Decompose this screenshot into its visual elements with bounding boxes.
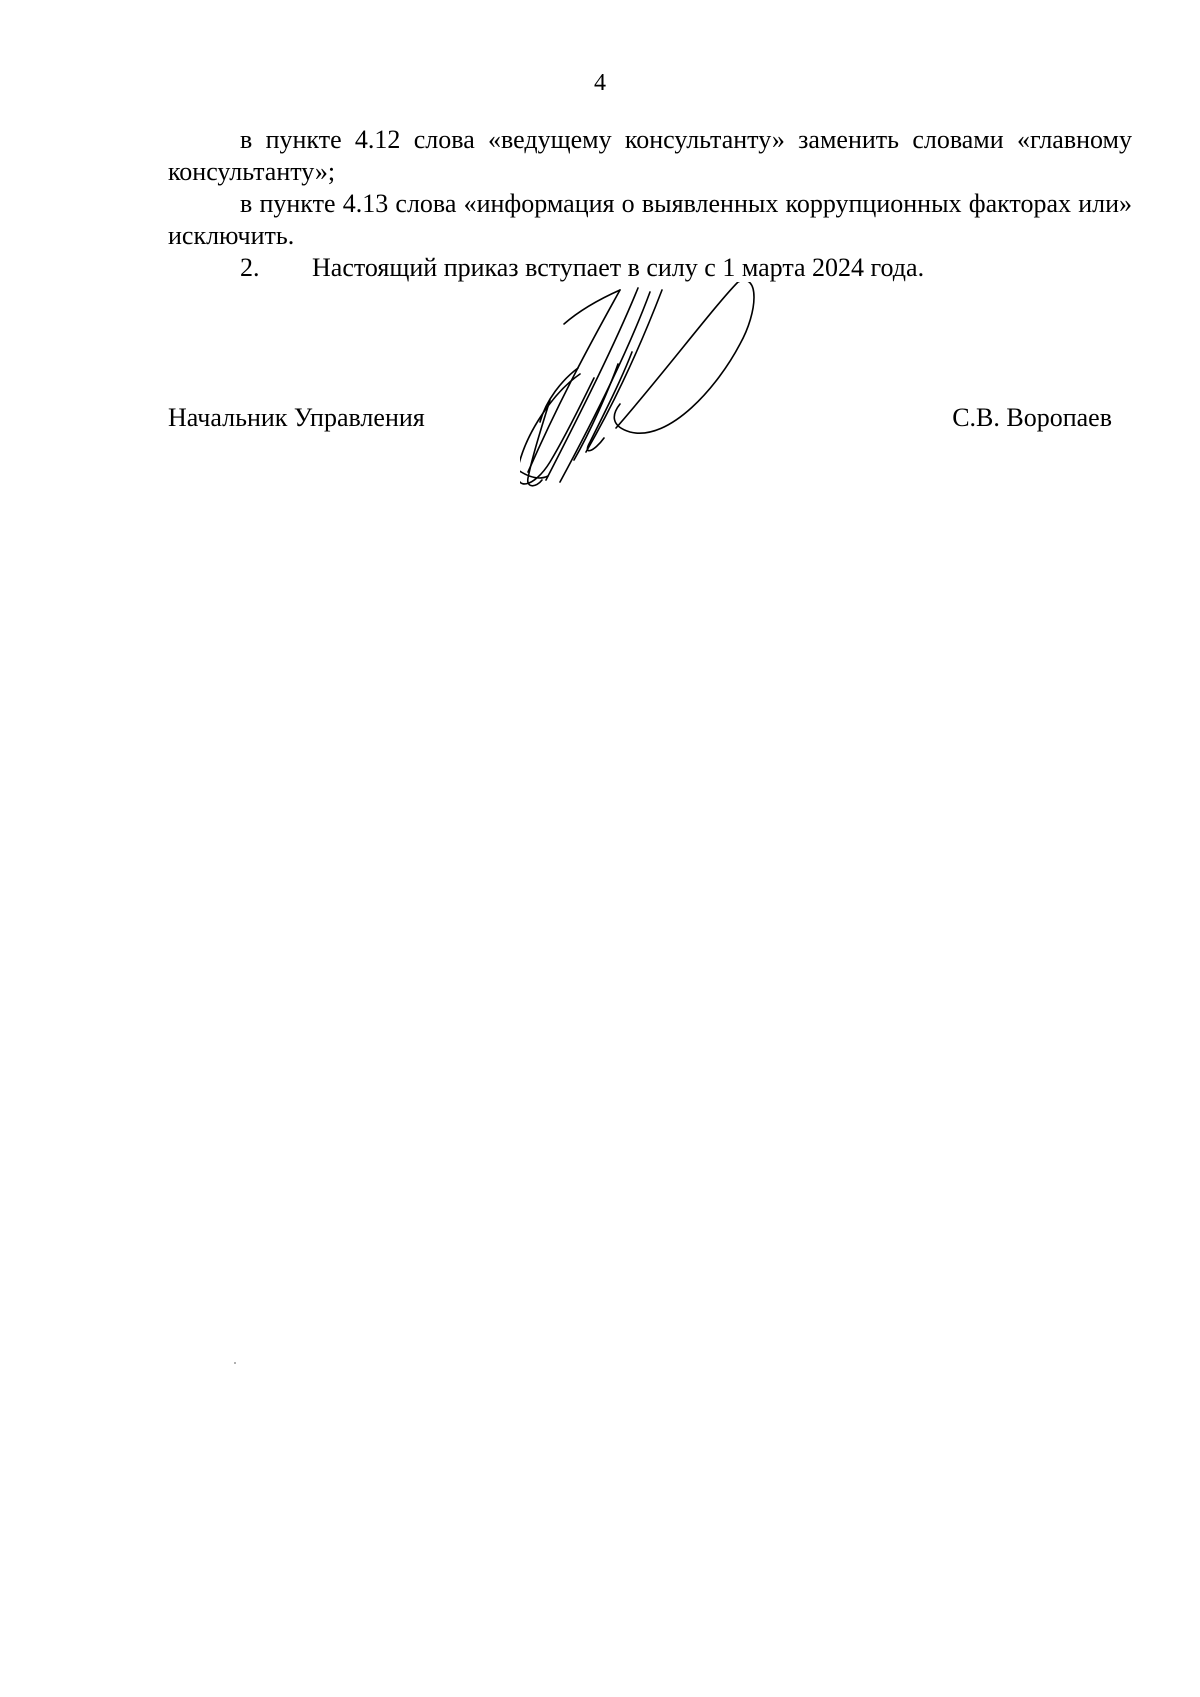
paragraph-clause-4-12: в пункте 4.12 слова «ведущему консультанту» заменить словами «главному консультанту»; xyxy=(168,125,1132,186)
paragraph-clause-4-13: в пункте 4.13 слова «информация о выявленных коррупционных факторах или» исключить. xyxy=(168,189,1132,250)
signatory-name: С.В. Воропаев xyxy=(952,403,1112,432)
item-number: 2. xyxy=(240,253,260,282)
handwritten-signature xyxy=(520,282,820,532)
document-body xyxy=(168,124,1132,284)
scan-speck xyxy=(234,1362,236,1364)
signatory-position: Начальник Управления xyxy=(168,403,425,432)
page-number: 4 xyxy=(594,70,606,96)
item-text: Настоящий приказ вступает в силу с 1 марта 2024 года. xyxy=(312,253,925,282)
numbered-item-2 xyxy=(168,252,1132,284)
